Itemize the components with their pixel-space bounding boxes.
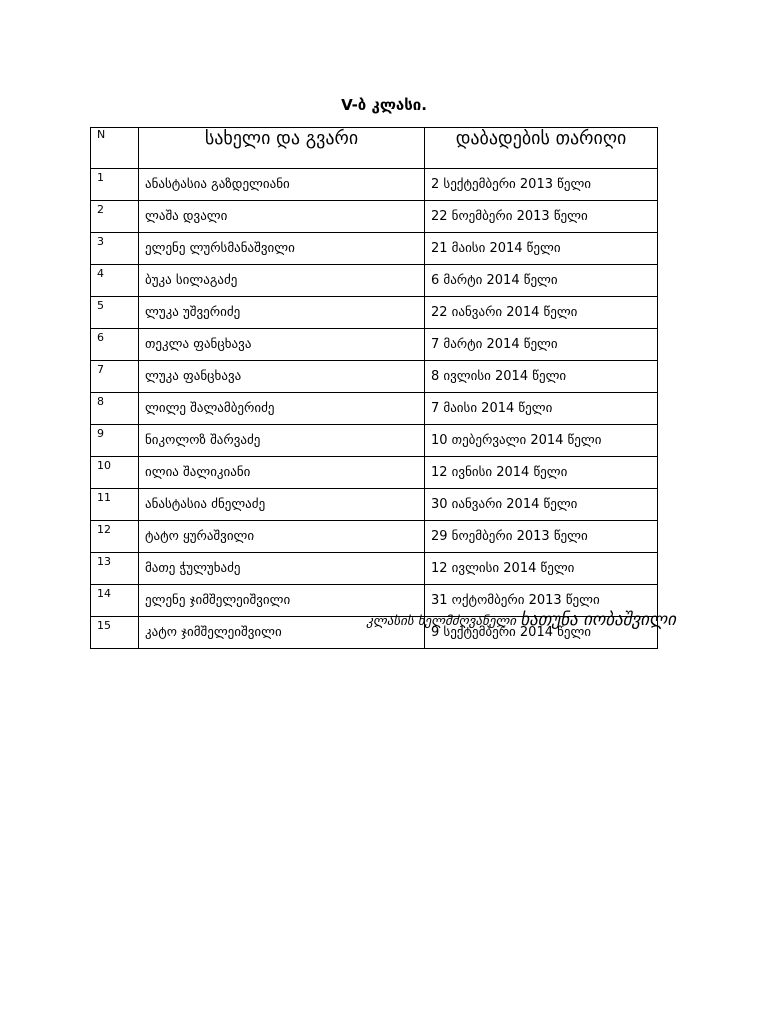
student-name: ლუკა უშვერიძე	[139, 297, 425, 329]
student-name: ლაშა დვალი	[139, 201, 425, 233]
student-name: ლილე შალამბერიძე	[139, 393, 425, 425]
student-name: მათე ჭულუხაძე	[139, 553, 425, 585]
table-row	[91, 297, 658, 329]
row-number: 14	[91, 585, 139, 617]
signature-label: კლასის ხელმძღვანელი	[366, 614, 517, 629]
header-number: N	[91, 128, 139, 169]
student-name: ანასტასია ძნელაძე	[139, 489, 425, 521]
birth-date: 30 იანვარი 2014 წელი	[425, 489, 658, 521]
table-row	[91, 489, 658, 521]
teacher-name: ხათუნა იობაშვილი	[520, 610, 676, 630]
row-number: 8	[91, 393, 139, 425]
table-row	[91, 425, 658, 457]
row-number: 12	[91, 521, 139, 553]
birth-date: 2 სექტემბერი 2013 წელი	[425, 169, 658, 201]
row-number: 3	[91, 233, 139, 265]
header-birth-date: დაბადების თარიღი	[425, 128, 658, 169]
birth-date: 12 ივლისი 2014 წელი	[425, 553, 658, 585]
row-number: 5	[91, 297, 139, 329]
birth-date: 6 მარტი 2014 წელი	[425, 265, 658, 297]
birth-date: 29 ნოემბერი 2013 წელი	[425, 521, 658, 553]
table-row	[91, 361, 658, 393]
birth-date: 10 თებერვალი 2014 წელი	[425, 425, 658, 457]
table-row	[91, 329, 658, 361]
table-header-row	[91, 128, 658, 169]
student-name: ლუკა ფანცხავა	[139, 361, 425, 393]
student-name: ნიკოლოზ შარვაძე	[139, 425, 425, 457]
header-name: სახელი და გვარი	[139, 128, 425, 169]
class-roster-table	[90, 127, 658, 649]
birth-date: 12 ივნისი 2014 წელი	[425, 457, 658, 489]
student-name: ილია შალიკიანი	[139, 457, 425, 489]
student-name: ბუკა სილაგაძე	[139, 265, 425, 297]
table-row	[91, 265, 658, 297]
birth-date: 9 სექტემბერი 2014 წელი	[425, 617, 658, 649]
row-number: 4	[91, 265, 139, 297]
student-name: თეკლა ფანცხავა	[139, 329, 425, 361]
table-row	[91, 169, 658, 201]
row-number: 15	[91, 617, 139, 649]
birth-date: 22 იანვარი 2014 წელი	[425, 297, 658, 329]
row-number: 7	[91, 361, 139, 393]
table-row	[91, 553, 658, 585]
birth-date: 31 ოქტომბერი 2013 წელი	[425, 585, 658, 617]
birth-date: 7 მარტი 2014 წელი	[425, 329, 658, 361]
birth-date: 22 ნოემბერი 2013 წელი	[425, 201, 658, 233]
table-row	[91, 521, 658, 553]
birth-date: 7 მაისი 2014 წელი	[425, 393, 658, 425]
table-row	[91, 233, 658, 265]
student-name: ანასტასია გაზდელიანი	[139, 169, 425, 201]
table-row	[91, 393, 658, 425]
row-number: 2	[91, 201, 139, 233]
signature-line	[0, 610, 676, 630]
birth-date: 8 ივლისი 2014 წელი	[425, 361, 658, 393]
row-number: 10	[91, 457, 139, 489]
student-name: ტატო ყურაშვილი	[139, 521, 425, 553]
row-number: 11	[91, 489, 139, 521]
student-name: ელენე ჯიმშელეიშვილი	[139, 585, 425, 617]
birth-date: 21 მაისი 2014 წელი	[425, 233, 658, 265]
row-number: 13	[91, 553, 139, 585]
student-name: ელენე ლურსმანაშვილი	[139, 233, 425, 265]
row-number: 9	[91, 425, 139, 457]
table-row	[91, 201, 658, 233]
table-row	[91, 457, 658, 489]
row-number: 1	[91, 169, 139, 201]
table-body	[91, 169, 658, 649]
row-number: 6	[91, 329, 139, 361]
document-title: V-ბ კლასი.	[341, 96, 427, 114]
student-name: კატო ჯიმშელეიშვილი	[139, 617, 425, 649]
